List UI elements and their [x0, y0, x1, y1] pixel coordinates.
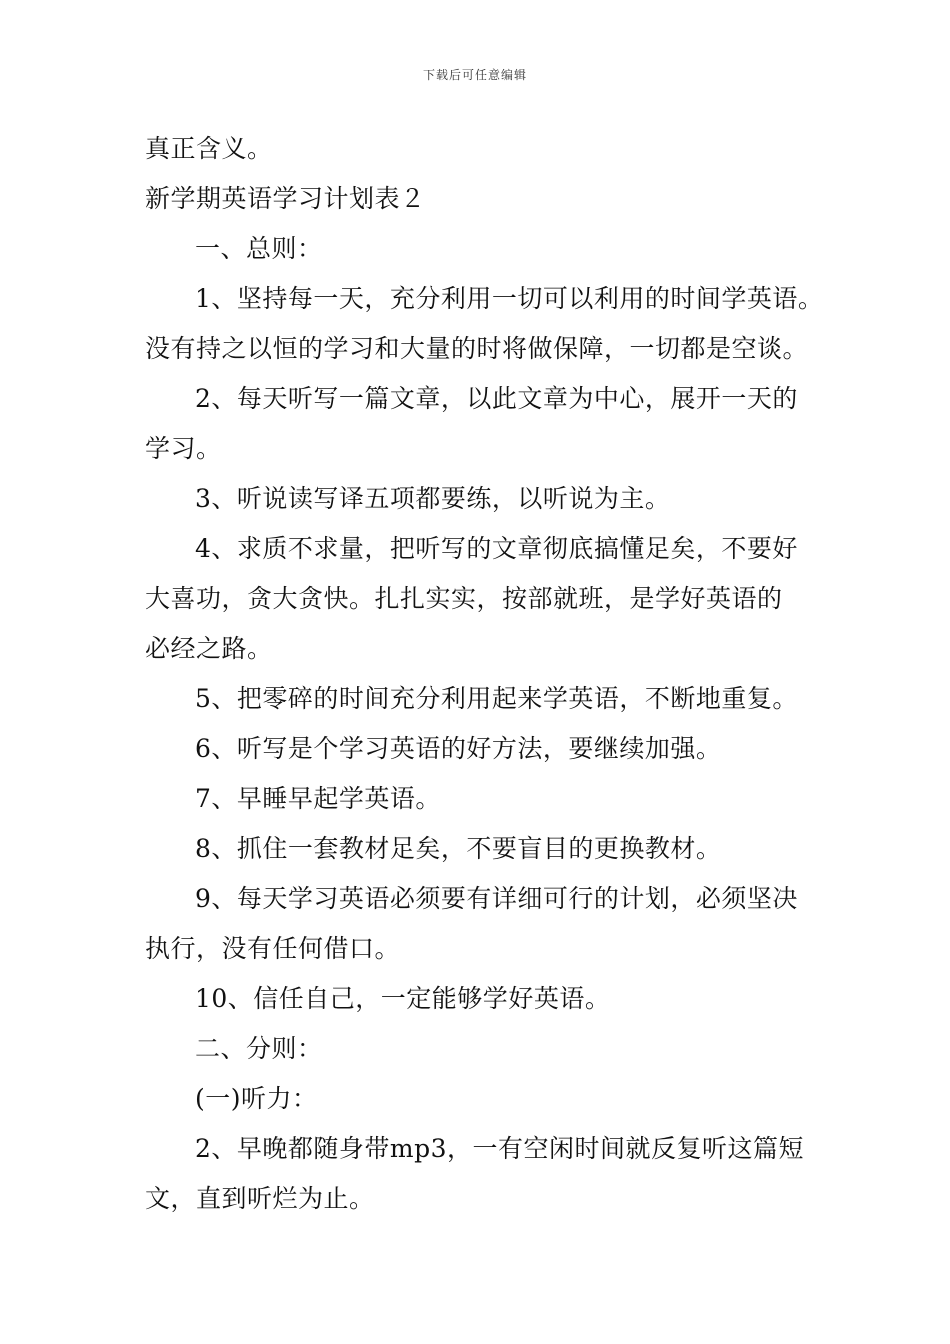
text-line: 6、听写是个学习英语的好方法，要继续加强。	[195, 734, 722, 763]
heading-listening: (一)听力：	[195, 1084, 318, 1113]
text-line: 执行，没有任何借口。	[145, 934, 401, 963]
page-header: 下载后可任意编辑	[422, 68, 527, 82]
text-line: 真正含义。	[145, 134, 273, 163]
text-line: 没有持之以恒的学习和大量的时将做保障，一切都是空谈。	[145, 334, 809, 363]
text-line: 2、早晚都随身带mp3，一有空闲时间就反复听这篇短	[195, 1134, 805, 1163]
text-line: 9、每天学习英语必须要有详细可行的计划，必须坚决	[195, 884, 798, 913]
text-line: 10、信任自己，一定能够学好英语。	[195, 984, 611, 1013]
text-line: 7、早睡早起学英语。	[195, 784, 441, 813]
text-line: 5、把零碎的时间充分利用起来学英语，不断地重复。	[195, 684, 798, 713]
text-line: 4、求质不求量，把听写的文章彻底搞懂足矣，不要好	[195, 534, 798, 563]
document-body	[145, 124, 824, 1224]
text-line: 1、坚持每一天，充分利用一切可以利用的时间学英语。	[195, 284, 824, 313]
text-line: 大喜功，贪大贪快。扎扎实实，按部就班，是学好英语的	[145, 584, 783, 613]
text-line: 8、抓住一套教材足矣，不要盲目的更换教材。	[195, 834, 722, 863]
text-line: 必经之路。	[145, 634, 273, 663]
text-line: 2、每天听写一篇文章，以此文章为中心，展开一天的	[195, 384, 798, 413]
section-title: 新学期英语学习计划表２	[145, 184, 426, 213]
heading-sub-rules: 二、分则：	[195, 1034, 323, 1063]
heading-general-rules: 一、总则：	[195, 234, 323, 263]
text-line: 文，直到听烂为止。	[145, 1184, 375, 1213]
text-line: 学习。	[145, 434, 222, 463]
text-line: 3、听说读写译五项都要练，以听说为主。	[195, 484, 671, 513]
